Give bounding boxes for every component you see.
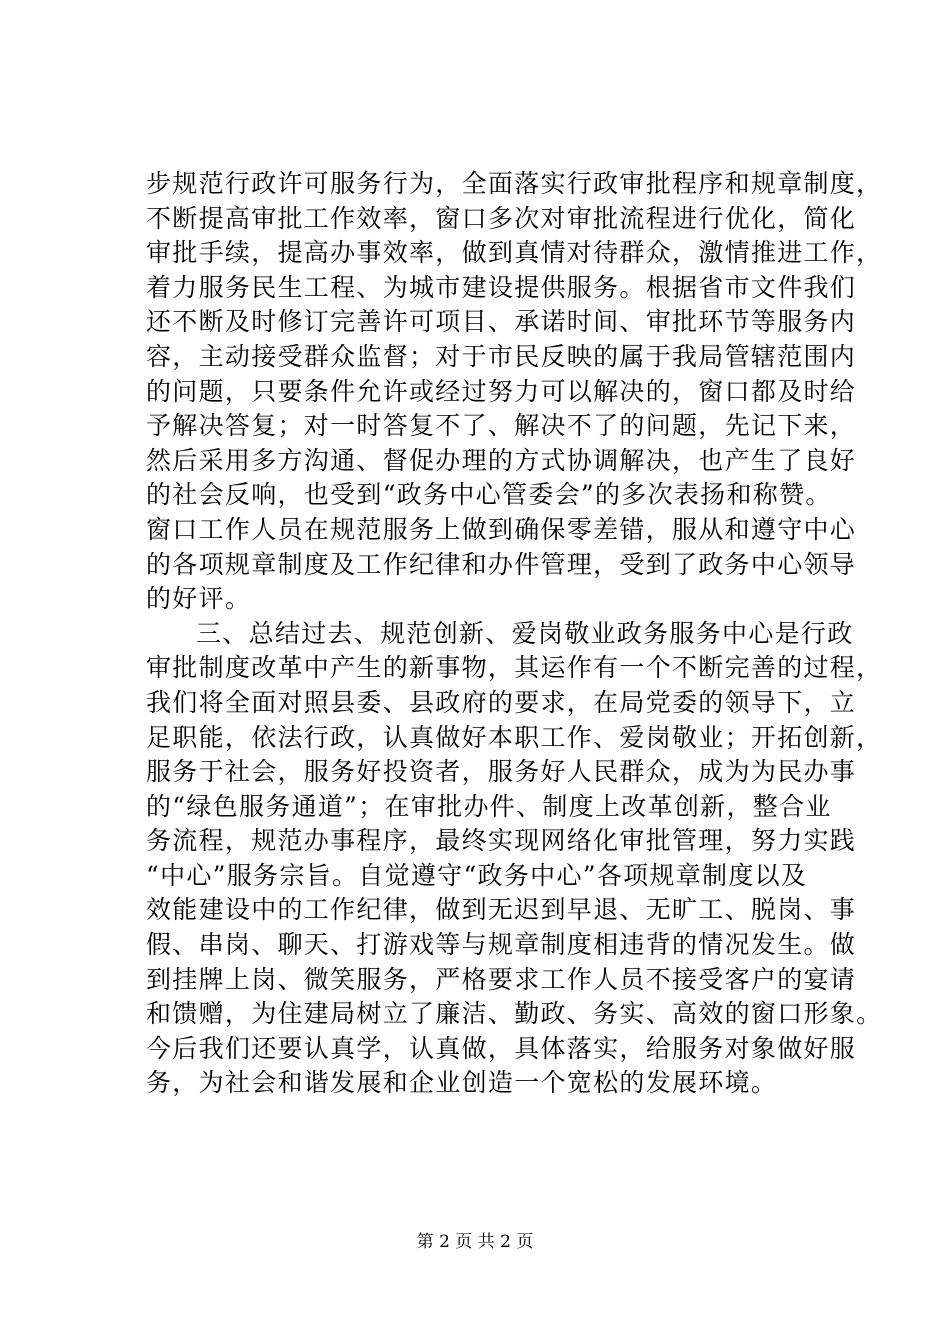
text-line: 的各项规章制度及工作纪律和办件管理，受到了政务中心领导 [146,549,857,579]
text-line: 的“绿色服务通道”；在审批办件、制度上改革创新，整合业 [146,791,832,821]
text-line: 假、串岗、聊天、打游戏等与规章制度相违背的情况发生。做 [146,930,857,960]
text-line: 审批手续，提高办事效率，做到真情对待群众，激情推进工作， [146,238,883,268]
page-footer [0,1230,950,1254]
text-line: 的社会反响，也受到“政务中心管委会”的多次表扬和称赞。 [146,480,832,510]
text-line: 足职能，依法行政，认真做好本职工作、爱岗敬业；开拓创新， [146,722,883,752]
text-line: 审批制度改革中产生的新事物，其运作有一个不断完善的过程， [146,653,883,683]
text-line: 和馈赠，为住建局树立了廉洁、勤政、务实、高效的窗口形象。 [146,999,883,1029]
text-line: 效能建设中的工作纪律，做到无迟到早退、无旷工、脱岗、事 [146,895,857,925]
text-line: 到挂牌上岗、微笑服务，严格要求工作人员不接受客户的宴请 [146,964,857,994]
text-line: 着力服务民生工程、为城市建设提供服务。根据省市文件我们 [146,272,857,302]
text-line: 我们将全面对照县委、县政府的要求，在局党委的领导下，立 [146,687,857,717]
text-line: 的好评。 [146,584,252,614]
text-line: 服务于社会，服务好投资者，服务好人民群众，成为为民办事 [146,757,857,787]
text-line: 今后我们还要认真学，认真做，具体落实，给服务对象做好服 [146,1033,857,1063]
text-line: 予解决答复；对一时答复不了、解决不了的问题，先记下来， [146,411,857,441]
text-line: 务流程，规范办事程序，最终实现网络化审批管理，努力实践 [146,826,857,856]
text-line: 不断提高审批工作效率，窗口多次对审批流程进行优化，简化 [146,203,857,233]
text-line: 还不断及时修订完善许可项目、承诺时间、审批环节等服务内 [146,307,857,337]
text-line: 窗口工作人员在规范服务上做到确保零差错，服从和遵守中心 [146,514,857,544]
text-line: “中心”服务宗旨。自觉遵守“政务中心”各项规章制度以及 [146,860,808,890]
text-line: 然后采用多方沟通、督促办理的方式协调解决，也产生了良好 [146,445,857,475]
document-body [146,167,883,1101]
text-line-paragraph-start: 三、总结过去、规范创新、爱岗敬业政务服务中心是行政 [196,618,854,648]
page-number: 第 2 页 共 2 页 [416,1232,534,1252]
text-line: 的问题，只要条件允许或经过努力可以解决的，窗口都及时给 [146,376,857,406]
text-line: 步规范行政许可服务行为，全面落实行政审批程序和规章制度， [146,169,883,198]
text-line: 务，为社会和谐发展和企业创造一个宽松的发展环境。 [146,1068,778,1098]
text-line: 容，主动接受群众监督；对于市民反映的属于我局管辖范围内 [146,341,857,371]
